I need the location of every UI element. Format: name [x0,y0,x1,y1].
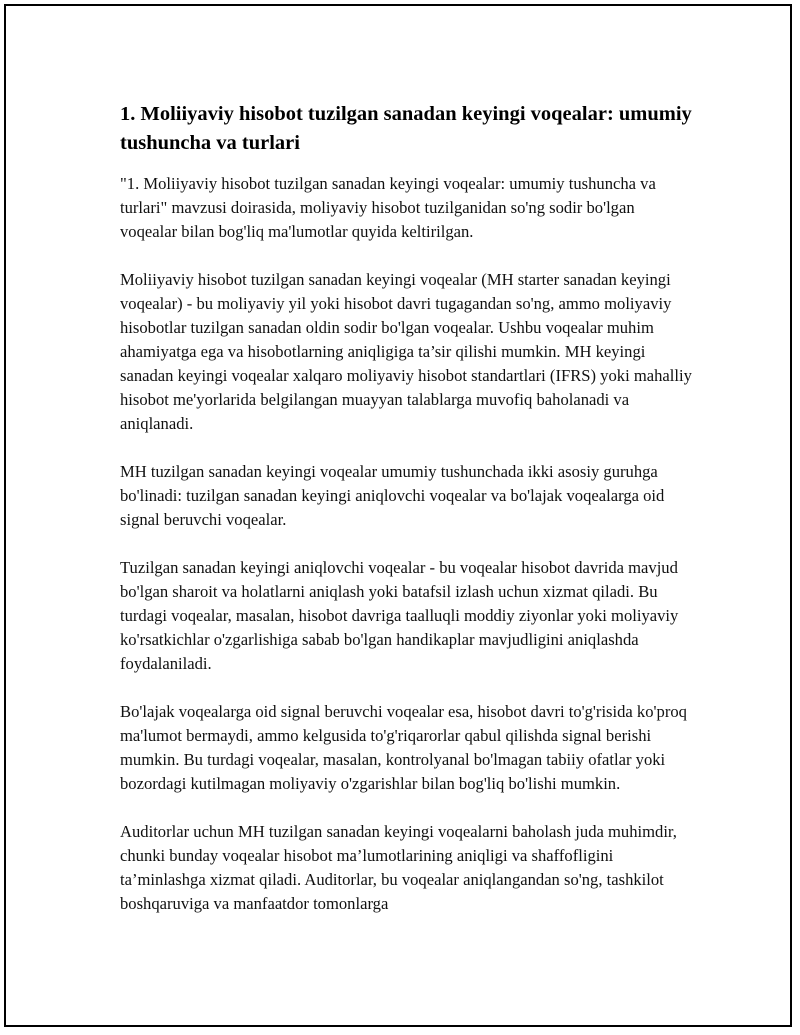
paragraph-adjusting-events: Tuzilgan sanadan keyingi aniqlovchi voqealar - bu voqealar hisobot davrida mavjud bo'lgan sharoit va holatlarni aniqlash yoki batafsil izlash uchun xizmat qiladi. Bu turdagi voqealar, masalan, hisobot davriga taalluqli moddiy ziyonlar yoki moliyaviy ko'rsatkichlar o'zgarlishiga sabab bo'lgan handikaplar mavjudligini aniqlashda foydalaniladi. [120,558,679,673]
document-body [120,100,695,916]
document-title: 1. Moliiyaviy hisobot tuzilgan sanadan keyingi voqealar: umumiy tushuncha va turlari [120,103,692,154]
paragraph-groups: MH tuzilgan sanadan keyingi voqealar umumiy tushunchada ikki asosiy guruhga bo'linadi: tuzilgan sanadan keyingi aniqlovchi voqealar va bo'lajak voqealarga oid signal beruvchi voqealar. [120,462,665,529]
page-frame [4,4,792,1027]
paragraph-signal-events: Bo'lajak voqealarga oid signal beruvchi voqealar esa, hisobot davri to'g'risida ko'proq ma'lumot bermaydi, ammo kelgusida to'g'riqarorlar qabul qilishda signal berishi mumkin. Bu turdagi voqealar, masalan, kontrolyanal bo'lmagan tabiiy ofatlar yoki bozordagi kutilmagan moliyaviy o'zgarishlar bilan bog'liq bo'lishi mumkin. [120,702,687,793]
paragraph-definition: Moliiyaviy hisobot tuzilgan sanadan keyingi voqealar (MH starter sanadan keyingi voqealar) - bu moliyaviy yil yoki hisobot davri tugagandan so'ng, ammo moliyaviy hisobotlar tuzilgan sanadan oldin sodir bo'lgan voqealar. Ushbu voqealar muhim ahamiyatga ega va hisobotlarning aniqligiga ta’sir qilishi mumkin. MH keyingi sanadan keyingi voqealar xalqaro moliyaviy hisobot standartlari (IFRS) yoki mahalliy hisobot me'yorlarida belgilangan muayyan talablarga muvofiq baholanadi va aniqlanadi. [120,270,692,433]
paragraph-auditors: Auditorlar uchun MH tuzilgan sanadan keyingi voqealarni baholash juda muhimdir, chunki bunday voqealar hisobot ma’lumotlarining aniqligi va shaffofligini ta’minlashga xizmat qiladi. Auditorlar, bu voqealar aniqlangandan so'ng, tashkilot boshqaruviga va manfaatdor tomonlarga [120,822,677,913]
paragraph-intro: "1. Moliiyaviy hisobot tuzilgan sanadan keyingi voqealar: umumiy tushuncha va turlari" mavzusi doirasida, moliyaviy hisobot tuzilganidan so'ng sodir bo'lgan voqealar bilan bog'liq ma'lumotlar quyida keltirilgan. [120,174,656,241]
